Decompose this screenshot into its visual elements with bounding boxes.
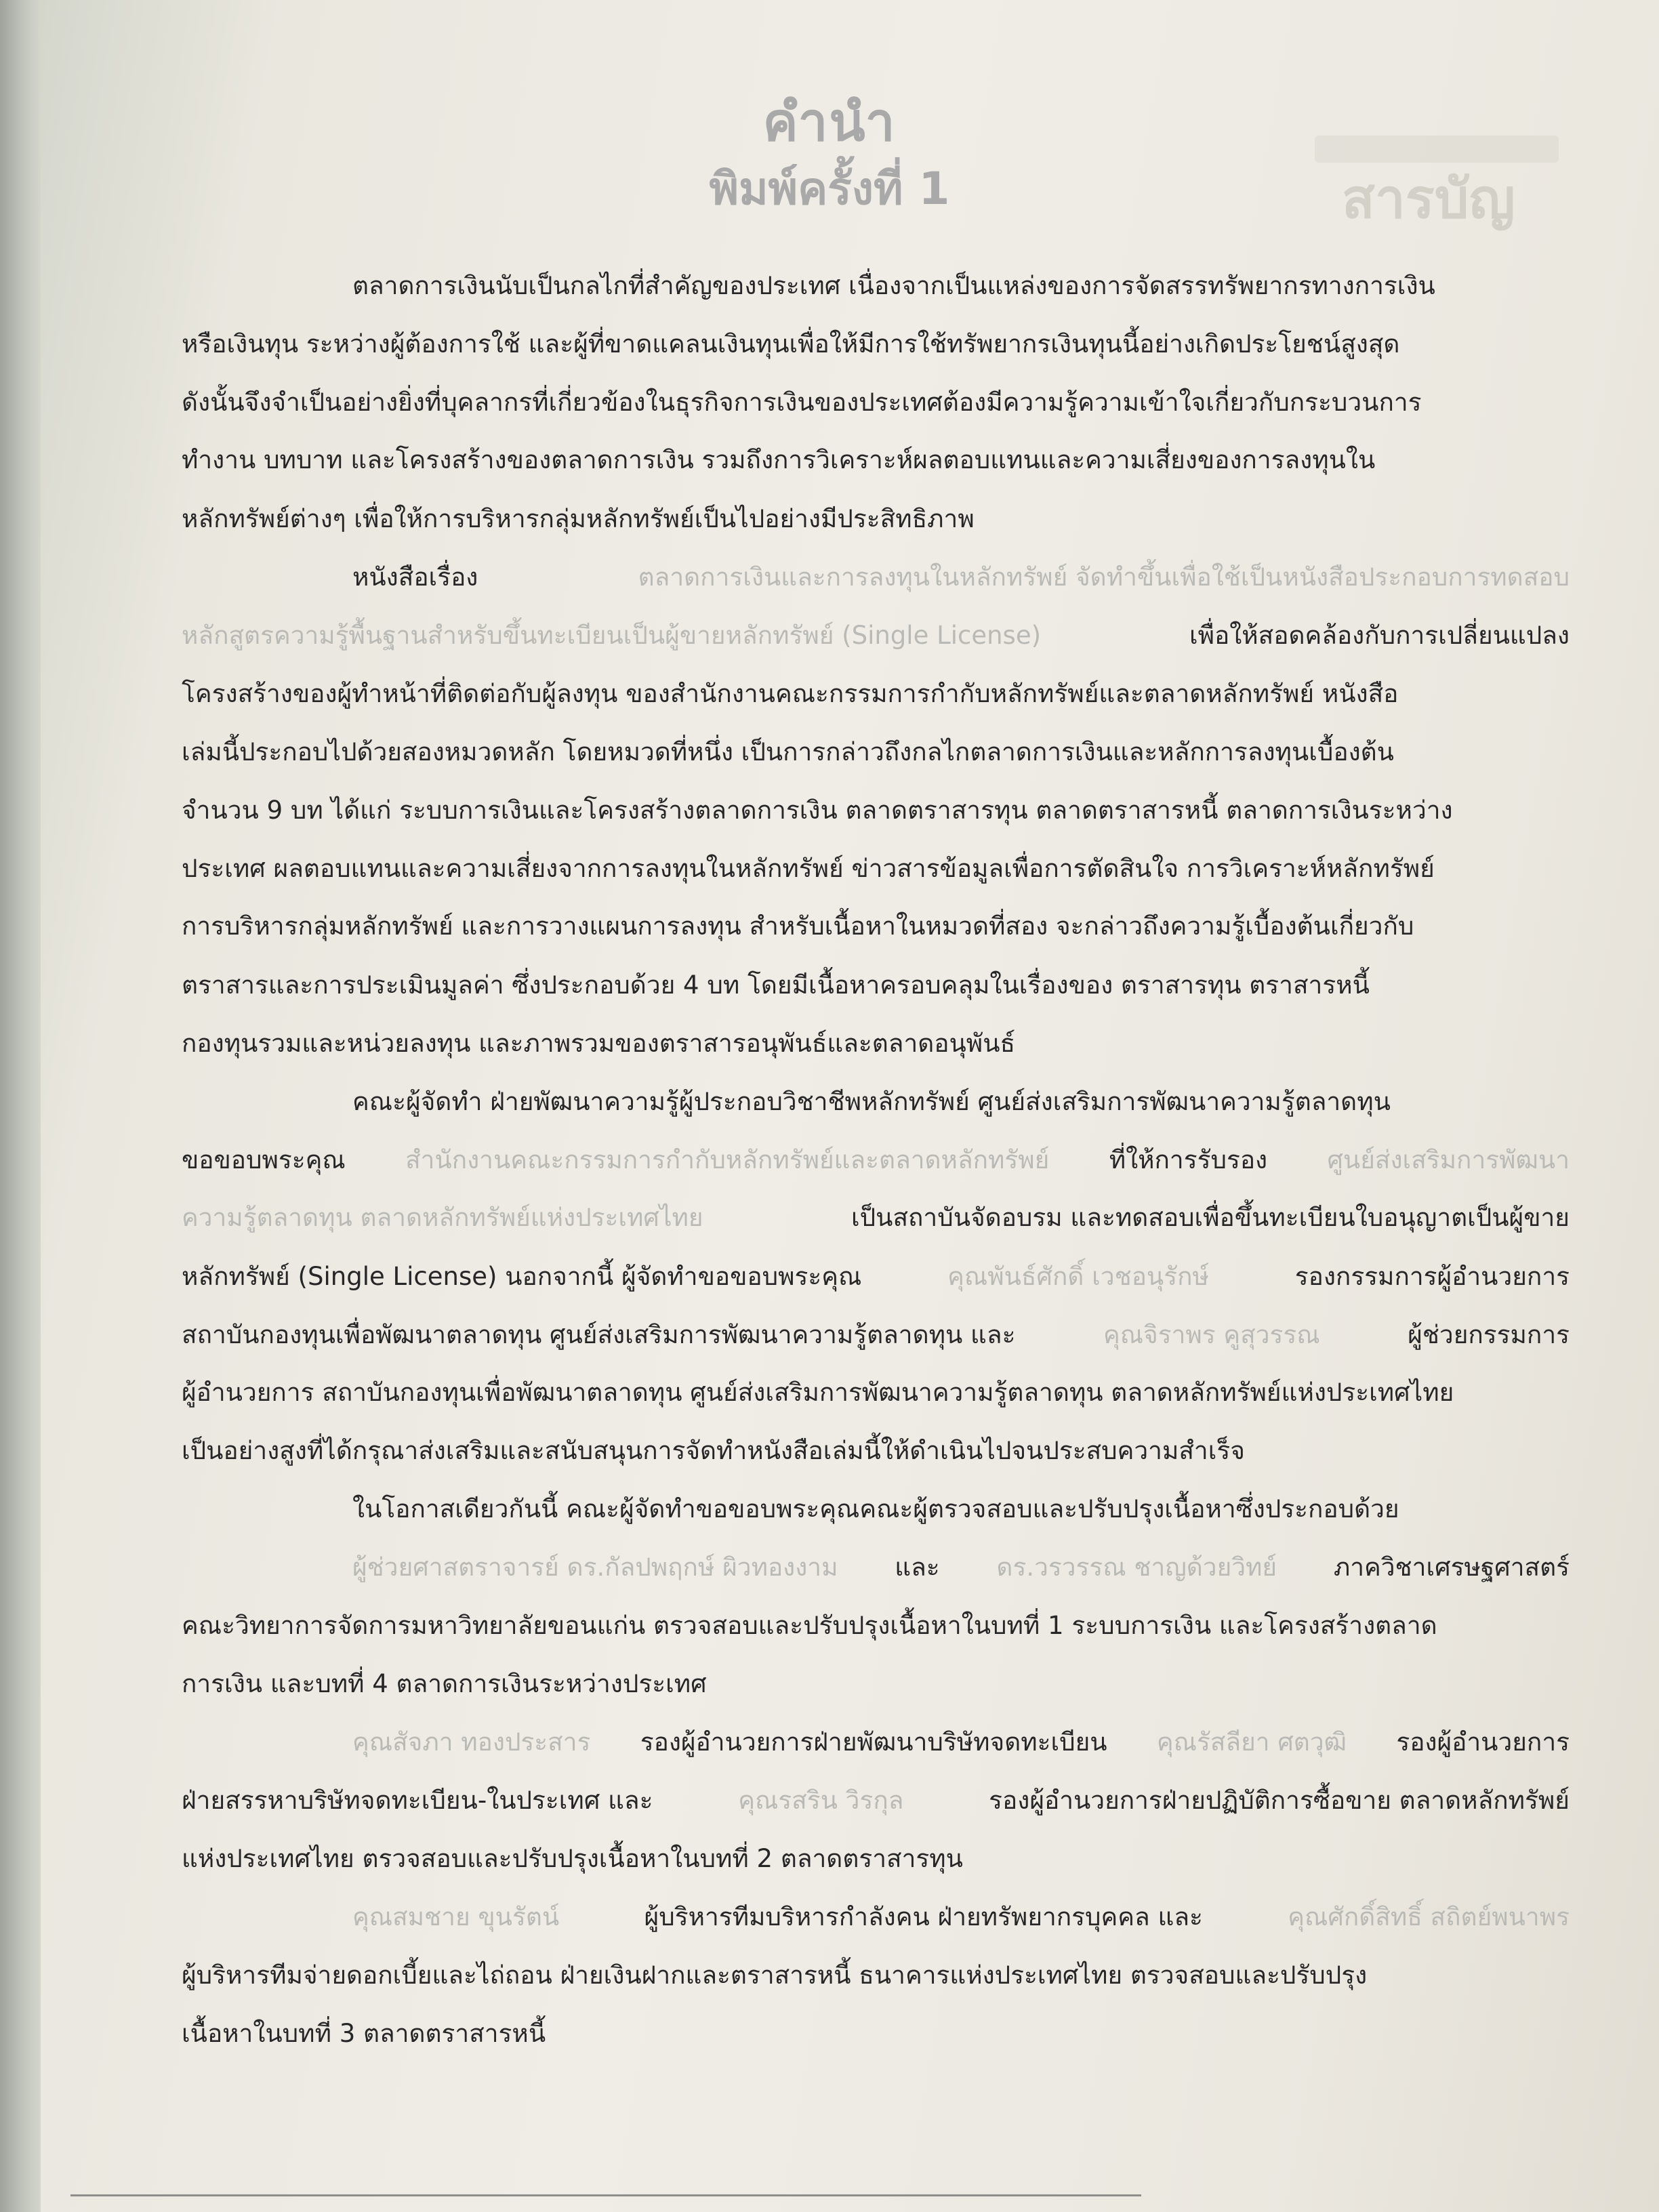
- text-line: [182, 736, 1570, 769]
- text-line: [182, 328, 1570, 361]
- text-line: [182, 1843, 1570, 1875]
- text-segment: ขอขอบพระคุณ: [182, 1145, 346, 1174]
- bleed-through-title: สารบัญ: [1342, 167, 1515, 230]
- text-segment: หรือเงินทุน ระหว่างผู้ต้องการใช้ และผู้ที่ขาดแคลนเงินทุนเพื่อให้มีการใช้ทรัพยากรเงินทุนนี้อย่างเกิดประโยชน์สูงสุด: [182, 329, 1400, 359]
- text-segment: รองผู้อำนวยการฝ่ายพัฒนาบริษัทจดทะเบียน: [640, 1727, 1107, 1757]
- book-spine-shadow: [0, 0, 41, 2212]
- text-segment: รองกรรมการผู้อำนวยการ: [1294, 1262, 1570, 1291]
- text-line: [182, 386, 1570, 419]
- text-line: [182, 444, 1570, 476]
- text-line: [352, 561, 1570, 594]
- text-line: [182, 1376, 1570, 1409]
- text-segment: รองผู้อำนวยการ: [1396, 1727, 1570, 1757]
- text-segment: เพื่อให้สอดคล้องกับการเปลี่ยนแปลง: [1189, 621, 1570, 650]
- text-line: [352, 1726, 1570, 1759]
- text-segment: ดังนั้นจึงจำเป็นอย่างยิ่งที่บุคลากรที่เกี่ยวข้องในธุรกิจการเงินของประเทศต้องมีความรู้ความเข้าใจเกี่ยวกับกระบวนการ: [182, 388, 1422, 417]
- text-segment: และ: [895, 1553, 940, 1582]
- faded-text: ความรู้ตลาดทุน ตลาดหลักทรัพย์แห่งประเทศไทย: [182, 1203, 703, 1232]
- text-line: [182, 1144, 1570, 1176]
- text-segment: การเงิน และบทที่ 4 ตลาดการเงินระหว่างประเทศ: [182, 1669, 707, 1698]
- faded-text: หลักสูตรความรู้พื้นฐานสำหรับขึ้นทะเบียนเป็นผู้ขายหลักทรัพย์ (Single License): [182, 621, 1042, 650]
- text-segment: ที่ให้การรับรอง: [1109, 1145, 1268, 1174]
- faded-text: ผู้ช่วยศาสตราจารย์ ดร.กัลปพฤกษ์ ผิวทองงาม: [352, 1553, 838, 1582]
- text-line: [352, 1551, 1570, 1584]
- text-segment: คณะผู้จัดทำ ฝ่ายพัฒนาความรู้ผู้ประกอบวิชาชีพหลักทรัพย์ ศูนย์ส่งเสริมการพัฒนาความรู้ตลาดทุน: [352, 1087, 1391, 1116]
- faded-text: คุณสมชาย ขุนรัตน์: [352, 1902, 560, 1931]
- text-line: [182, 1027, 1570, 1060]
- text-line: [182, 910, 1570, 943]
- text-segment: เป็นสถาบันจัดอบรม และทดสอบเพื่อขึ้นทะเบียนใบอนุญาตเป็นผู้ขาย: [851, 1203, 1570, 1232]
- text-line: [182, 969, 1570, 1002]
- text-line: [182, 794, 1570, 827]
- text-segment: คณะวิทยาการจัดการมหาวิทยาลัยขอนแก่น ตรวจสอบและปรับปรุงเนื้อหาในบทที่ 1 ระบบการเงิน และโครงสร้างตลาด: [182, 1611, 1437, 1640]
- text-segment: ตราสารและการประเมินมูลค่า ซึ่งประกอบด้วย 4 บท โดยมีเนื้อหาครอบคลุมในเรื่องของ ตราสารทุน ตราสารหนี้: [182, 970, 1370, 1000]
- text-segment: เป็นอย่างสูงที่ได้กรุณาส่งเสริมและสนับสนุนการจัดทำหนังสือเล่มนี้ให้ดำเนินไปจนประสบความสำเร็จ: [182, 1436, 1245, 1465]
- text-segment: หลักทรัพย์ (Single License) นอกจากนี้ ผู้จัดทำขอขอบพระคุณ: [182, 1262, 862, 1291]
- faded-text: คุณพันธ์ศักดิ์ เวชอนุรักษ์: [947, 1262, 1209, 1291]
- text-segment: สถาบันกองทุนเพื่อพัฒนาตลาดทุน ศูนย์ส่งเสริมการพัฒนาความรู้ตลาดทุน และ: [182, 1320, 1016, 1349]
- faded-text: คุณศักดิ์สิทธิ์ สถิตย์พนาพร: [1288, 1902, 1570, 1931]
- text-line: [352, 1086, 1570, 1118]
- faded-text: คุณสัจภา ทองประสาร: [352, 1727, 591, 1757]
- text-line: [182, 1610, 1570, 1642]
- text-segment: การบริหารกลุ่มหลักทรัพย์ และการวางแผนการลงทุน สำหรับเนื้อหาในหมวดที่สอง จะกล่าวถึงความรู้เบื้องต้นเกี่ยวกับ: [182, 912, 1414, 941]
- text-segment: ผู้อำนวยการ สถาบันกองทุนเพื่อพัฒนาตลาดทุน ศูนย์ส่งเสริมการพัฒนาความรู้ตลาดทุน ตลาดหลักทรัพย์แห่งประเทศไทย: [182, 1378, 1454, 1407]
- text-line: [182, 853, 1570, 885]
- page-title: คำนำ: [762, 92, 897, 153]
- text-line: [182, 1202, 1570, 1234]
- bottom-rule: [70, 2194, 1141, 2196]
- text-segment: ผู้ช่วยกรรมการ: [1408, 1320, 1570, 1349]
- faded-text: คุณรัสลียา ศตวุฒิ: [1156, 1727, 1347, 1757]
- faded-text: ศูนย์ส่งเสริมการพัฒนา: [1327, 1145, 1570, 1174]
- text-segment: โครงสร้างของผู้ทำหน้าที่ติดต่อกับผู้ลงทุน ของสำนักงานคณะกรรมการกำกับหลักทรัพย์และตลาดหลักทรัพย์ หนังสือ: [182, 679, 1399, 708]
- text-line: [352, 1901, 1570, 1933]
- text-segment: เล่มนี้ประกอบไปด้วยสองหมวดหลัก โดยหมวดที่หนึ่ง เป็นการกล่าวถึงกลไกตลาดการเงินและหลักการลงทุนเบื้องต้น: [182, 737, 1394, 766]
- faded-text: คุณรสริน วิรกุล: [738, 1786, 904, 1815]
- text-line: [182, 1668, 1570, 1700]
- faded-text: ตลาดการเงินและการลงทุนในหลักทรัพย์ จัดทำขึ้นเพื่อใช้เป็นหนังสือประกอบการทดสอบ: [638, 562, 1570, 592]
- faded-text: คุณจิราพร คูสุวรรณ: [1103, 1320, 1320, 1349]
- text-segment: ภาควิชาเศรษฐศาสตร์: [1333, 1553, 1570, 1582]
- faded-text: ดร.วรวรรณ ชาญด้วยวิทย์: [996, 1553, 1277, 1582]
- text-segment: ประเทศ ผลตอบแทนและความเสี่ยงจากการลงทุนในหลักทรัพย์ ข่าวสารข้อมูลเพื่อการตัดสินใจ การวิเคราะห์หลักทรัพย์: [182, 854, 1435, 883]
- text-line: [182, 678, 1570, 710]
- text-line: [182, 2018, 1570, 2050]
- text-segment: กองทุนรวมและหน่วยลงทุน และภาพรวมของตราสารอนุพันธ์และตลาดอนุพันธ์: [182, 1029, 1016, 1058]
- page-subtitle: พิมพ์ครั้งที่ 1: [709, 163, 950, 215]
- text-line: [352, 270, 1570, 302]
- text-segment: หนังสือเรื่อง: [352, 562, 478, 592]
- text-line: [182, 619, 1570, 652]
- faded-text: สำนักงานคณะกรรมการกำกับหลักทรัพย์และตลาดหลักทรัพย์: [405, 1145, 1050, 1174]
- text-segment: ทำงาน บทบาท และโครงสร้างของตลาดการเงิน รวมถึงการวิเคราะห์ผลตอบแทนและความเสี่ยงของการลงทุนใน: [182, 445, 1376, 474]
- text-segment: แห่งประเทศไทย ตรวจสอบและปรับปรุงเนื้อหาในบทที่ 2 ตลาดตราสารทุน: [182, 1844, 963, 1873]
- text-line: [182, 1319, 1570, 1351]
- text-segment: จำนวน 9 บท ได้แก่ ระบบการเงินและโครงสร้างตลาดการเงิน ตลาดตราสารทุน ตลาดตราสารหนี้ ตลาดการเงินระหว่าง: [182, 796, 1453, 825]
- text-segment: ตลาดการเงินนับเป็นกลไกที่สำคัญของประเทศ เนื่องจากเป็นแหล่งของการจัดสรรทรัพยากรทางการเงิน: [352, 271, 1435, 300]
- text-segment: ผู้บริหารทีมบริหารกำลังคน ฝ่ายทรัพยากรบุคคล และ: [644, 1902, 1203, 1931]
- text-line: [182, 1959, 1570, 1992]
- text-segment: รองผู้อำนวยการฝ่ายปฏิบัติการซื้อขาย ตลาดหลักทรัพย์: [989, 1786, 1570, 1815]
- text-line: [352, 1493, 1570, 1525]
- text-segment: หลักทรัพย์ต่างๆ เพื่อให้การบริหารกลุ่มหลักทรัพย์เป็นไปอย่างมีประสิทธิภาพ: [182, 504, 975, 533]
- text-segment: ฝ่ายสรรหาบริษัทจดทะเบียน-ในประเทศ และ: [182, 1786, 653, 1815]
- text-line: [182, 503, 1570, 535]
- text-segment: เนื้อหาในบทที่ 3 ตลาดตราสารหนี้: [182, 2019, 546, 2048]
- text-segment: ในโอกาสเดียวกันนี้ คณะผู้จัดทำขอขอบพระคุณคณะผู้ตรวจสอบและปรับปรุงเนื้อหาซึ่งประกอบด้วย: [352, 1494, 1399, 1523]
- text-line: [182, 1261, 1570, 1293]
- text-line: [182, 1435, 1570, 1467]
- text-segment: ผู้บริหารทีมจ่ายดอกเบี้ยและไถ่ถอน ฝ่ายเงินฝากและตราสารหนี้ ธนาคารแห่งประเทศไทย ตรวจสอบและปรับปรุง: [182, 1961, 1368, 1990]
- text-line: [182, 1784, 1570, 1817]
